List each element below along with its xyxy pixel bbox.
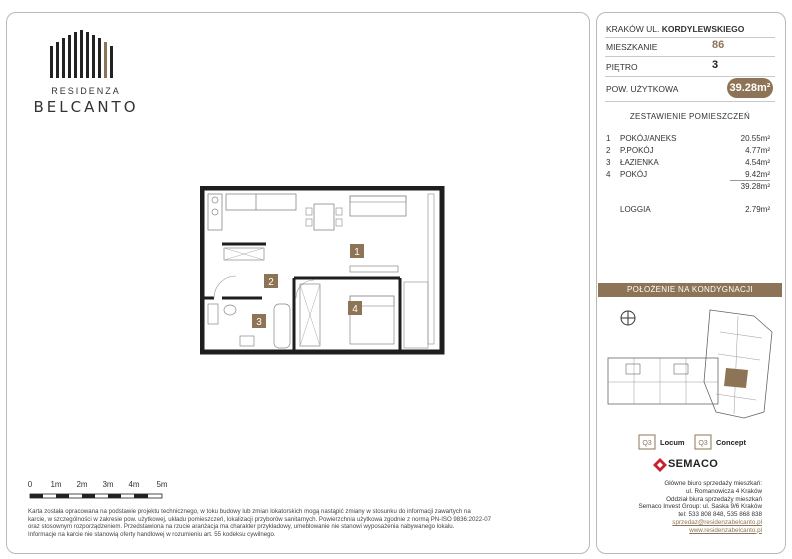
contact-info: [612, 480, 762, 535]
floor-value: 3: [712, 59, 719, 71]
svg-text:Q3: Q3: [698, 440, 708, 447]
disclaimer-line: Karta została opracowana na podstawie projektu technicznego, w toku budowy lub zmian lokatorskich mogą nastąpić zmiany w stosunku do informacji zawartych na: [28, 508, 471, 515]
concept-logo-icon: [694, 434, 712, 450]
disclaimer-line: karcie, w szczególności w zakresie pow. użytkowej, układu pomieszczeń, lokalizacji przyborów sanitarnych. Powierzchnia użytkowa zgodnie z normą PN-ISO 9836:2022-07: [28, 515, 491, 523]
room-label-1: 1: [354, 247, 360, 258]
rooms-total: 39.28m²: [740, 182, 770, 191]
contact-line: tel: 533 808 848, 535 868 838: [678, 511, 762, 519]
room-label-3: 3: [256, 317, 262, 328]
divider: [605, 101, 775, 102]
logo-residenza: RESIDENZA: [51, 86, 121, 96]
room-name: P.POKÓJ: [620, 146, 654, 155]
floor-plan: [200, 186, 445, 356]
semaco-brand: SEMACO: [668, 458, 719, 470]
svg-text:Q3: Q3: [642, 440, 652, 447]
address-prefix: KRAKÓW UL.: [606, 24, 660, 34]
room-name: POKÓJ: [620, 170, 648, 179]
locum-logo-icon: [638, 434, 656, 450]
concept-brand: Concept: [716, 438, 746, 447]
unit-value: 86: [712, 39, 725, 51]
room-area: 9.42m²: [745, 170, 770, 179]
scale-label-1: 1m: [50, 480, 62, 489]
room-name: POKÓJ/ANEKS: [620, 134, 677, 143]
room-row: [606, 146, 770, 156]
room-row: [606, 158, 770, 168]
divider: [605, 76, 775, 77]
room-number: 4: [606, 170, 611, 179]
room-row: [606, 134, 770, 144]
scale-label-4: 4m: [128, 480, 140, 489]
contact-line: Główne biuro sprzedaży mieszkań:: [664, 480, 762, 487]
floor-position-title: POŁOŻENIE NA KONDYGNACJI: [598, 283, 782, 297]
room-area: 20.55m²: [740, 134, 770, 143]
unit-label: MIESZKANIE: [606, 42, 658, 52]
total-divider: [730, 180, 770, 181]
scale-label-0: 0: [27, 480, 33, 489]
divider: [605, 56, 775, 57]
divider: [605, 37, 775, 38]
scale-ruler: [26, 492, 176, 500]
loggia-area: 2.79m²: [745, 205, 770, 214]
locum-brand: Locum: [660, 438, 685, 447]
room-number: 2: [606, 146, 611, 155]
rooms-title: ZESTAWIENIE POMIESZCZEŃ: [629, 112, 751, 121]
scale-label-5: 5m: [156, 480, 168, 489]
disclaimer: [28, 508, 568, 538]
floor-label: PIĘTRO: [606, 62, 638, 72]
scale-bar: [26, 480, 176, 504]
semaco-logo-icon: [653, 458, 667, 472]
scale-label-3: 3m: [102, 480, 114, 489]
disclaimer-line: Informacje na karcie nie stanowią oferty handlowej w rozumieniu art. 55 kodeksu cywilnego.: [28, 530, 276, 538]
contact-line: Oddział biura sprzedaży mieszkań: [666, 495, 762, 503]
scale-label-2: 2m: [76, 480, 88, 489]
disclaimer-line: oraz stosownym rozporządzeniem. Przedstawiona na rzucie aranżacja ma charakter przykładowy, umeblowanie nie stanowi wyposażenia nabywanego lokalu.: [28, 523, 455, 531]
logo-belcanto: BELCANTO: [33, 98, 139, 116]
room-number: 3: [606, 158, 611, 167]
contact-website-link[interactable]: www.residenzabelcanto.pl: [689, 526, 762, 534]
address: [606, 24, 744, 34]
room-label-4: 4: [352, 304, 358, 315]
room-area: 4.54m²: [745, 158, 770, 167]
floor-position-map: [604, 302, 778, 424]
contact-email-link[interactable]: sprzedaz@residenzabelcanto.pl: [672, 518, 762, 526]
apartment-marker: [724, 368, 748, 388]
address-street: KORDYLEWSKIEGO: [661, 24, 745, 34]
logo-bars-icon: [48, 30, 118, 78]
room-label-2: 2: [268, 277, 274, 288]
contact-line: ul. Romanowicza 4 Kraków: [686, 487, 762, 495]
room-area: 4.77m²: [745, 146, 770, 155]
room-row: [606, 170, 770, 180]
contact-line: Semaco Invest Group: ul. Saska 9/6 Kraków: [638, 503, 762, 511]
room-name: ŁAZIENKA: [620, 158, 659, 167]
area-label: POW. UŻYTKOWA: [606, 84, 679, 94]
area-value-badge: 39.28m²: [727, 78, 773, 98]
loggia-label: LOGGIA: [620, 205, 651, 214]
room-number: 1: [606, 134, 611, 143]
